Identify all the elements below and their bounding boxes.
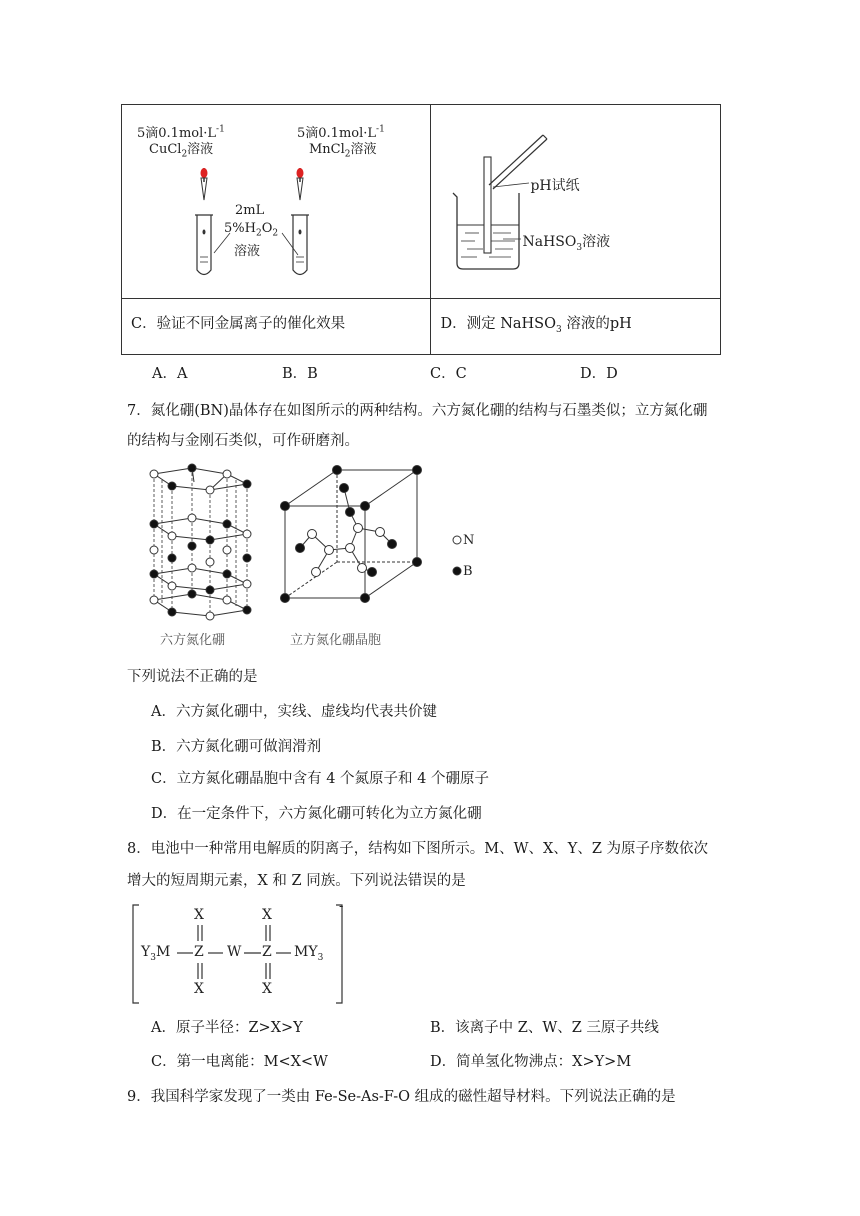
q8-stem-line1: 8．电池中一种常用电解质的阴离子，结构如下图所示。M、W、X、Y、Z 为原子序数依次	[127, 841, 709, 857]
cell-c-figure	[122, 105, 431, 299]
x-top-right: X	[262, 907, 272, 923]
ph-measure-figure	[431, 105, 721, 299]
q6-option-a: A．A	[152, 366, 188, 382]
left-reagent-name: CuCl$_2$溶液	[149, 142, 214, 160]
q7-question: 下列说法不正确的是	[127, 669, 258, 685]
z-left: Z	[194, 944, 204, 960]
q6-option-d: D．D	[580, 366, 618, 382]
bn-structure-figure	[132, 462, 492, 624]
q7-stem-line2: 的结构与金刚石类似，可作研磨剂。	[127, 433, 359, 449]
q7-option-a: A．六方氮化硼中，实线、虚线均代表共价键	[151, 704, 437, 720]
legend-b-marker	[453, 567, 461, 575]
q7-option-d: D．在一定条件下，六方氮化硼可转化为立方氮化硼	[151, 806, 482, 822]
nahso3-label: NaHSO$_3$溶液	[522, 234, 611, 253]
ph-paper-label: pH试纸	[530, 178, 580, 194]
h2o2-label: $5\%H_2O_2$	[224, 221, 279, 239]
left-group: $Y_3M$	[141, 944, 171, 963]
q9-stem-line1: 9．我国科学家发现了一类由 Fe-Se-As-F-O 组成的磁性超导材料。下列说法正确的是	[127, 1089, 676, 1105]
w-atom: W	[227, 944, 242, 960]
right-reagent-name: MnCl$_2$溶液	[309, 142, 377, 160]
q8-option-c: C．第一电离能：M<X<W	[151, 1054, 328, 1070]
cell-d-caption	[431, 299, 721, 355]
cubic-bn-caption: 立方氮化硼晶胞	[290, 633, 382, 648]
cell-c-caption	[122, 299, 431, 355]
hexagonal-bn-caption: 六方氮化硼	[160, 633, 226, 648]
left-reagent-label: 5滴$0.1mol\cdot L^{-1}$	[137, 124, 225, 141]
q7-stem-line1: 7．氮化硼(BN)晶体存在如图所示的两种结构。六方氮化硼的结构与石墨类似；立方氮化硼	[127, 403, 708, 419]
q6-option-b: B．B	[282, 366, 318, 382]
x-bottom-right: X	[262, 981, 272, 997]
z-right: Z	[262, 944, 272, 960]
q8-stem-line2: 增大的短周期元素，X 和 Z 同族。下列说法错误的是	[127, 873, 466, 889]
h2o2-volume: 2mL	[235, 203, 265, 218]
q8-option-a: A．原子半径：Z>X>Y	[151, 1020, 303, 1036]
cell-d-figure	[431, 105, 721, 299]
q7-option-c: C．立方氮化硼晶胞中含有 4 个氮原子和 4 个硼原子	[151, 771, 489, 787]
h2o2-solution: 溶液	[234, 244, 261, 259]
legend-n-marker	[453, 536, 461, 544]
x-top-left: X	[194, 907, 204, 923]
q8-option-b: B．该离子中 Z、W、Z 三原子共线	[430, 1020, 659, 1036]
legend-b-label: B	[463, 564, 473, 579]
q7-option-b: B．六方氮化硼可做润滑剂	[151, 739, 322, 755]
anion-charge: -	[339, 899, 344, 914]
x-bottom-left: X	[194, 981, 204, 997]
option-c-caption: C．验证不同金属离子的催化效果	[131, 316, 346, 332]
right-reagent-label: 5滴$0.1mol\cdot L^{-1}$	[297, 124, 385, 141]
q8-option-d: D．简单氢化物沸点：X>Y>M	[430, 1054, 632, 1070]
anion-structure	[131, 899, 356, 1005]
q6-option-c: C．C	[430, 366, 467, 382]
legend-n-label: N	[463, 533, 475, 548]
right-group: $MY_3$	[294, 944, 324, 963]
option-d-caption: D．测定 NaHSO$_3$ 溶液的pH	[440, 316, 632, 335]
experiment-table	[121, 104, 721, 355]
